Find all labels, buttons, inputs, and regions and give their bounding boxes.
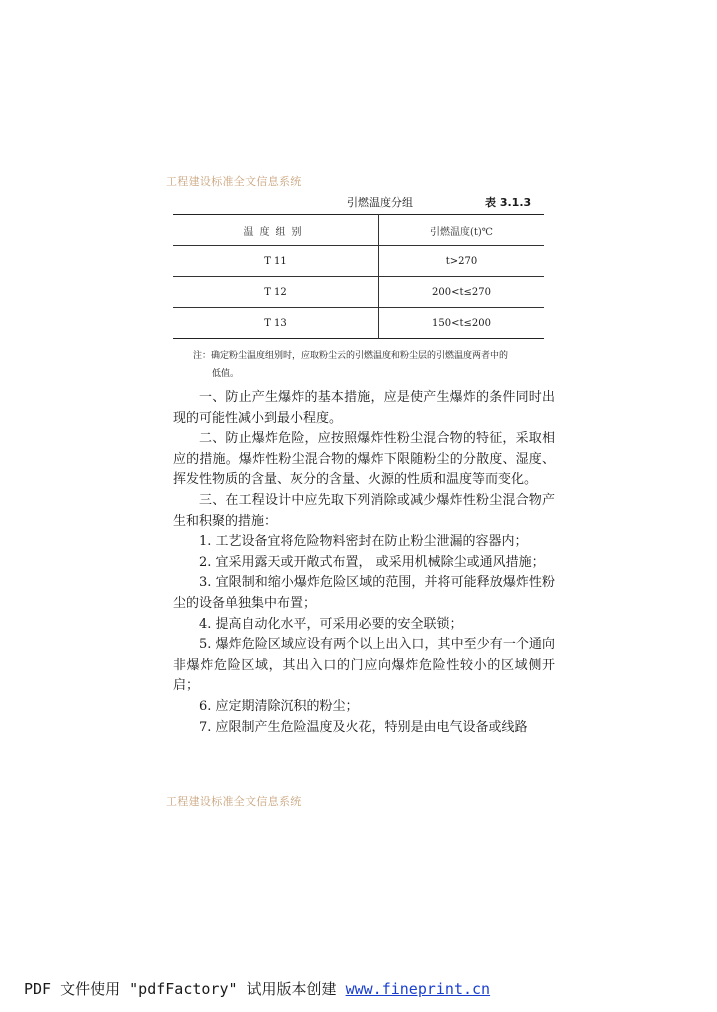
pdf-footer bbox=[24, 978, 490, 999]
footer-link[interactable]: www.fineprint.cn bbox=[345, 980, 491, 998]
note-line: 注：确定粉尘温度组别时，应取粉尘云的引燃温度和粉尘层的引燃温度两者中的 bbox=[193, 351, 509, 361]
body-text bbox=[173, 388, 555, 738]
table-cell: T 11 bbox=[173, 246, 379, 277]
list-item: 7. 应限制产生危险温度及火花，特别是由电气设备或线路 bbox=[199, 719, 528, 735]
list-item: 2. 宜采用露天或开敞式布置， 或采用机械除尘或通风措施； bbox=[199, 554, 545, 570]
header-ignition-temperature: 引燃温度(t)℃ bbox=[379, 215, 545, 246]
paragraph: 一、防止产生爆炸的基本措施，应是使产生爆炸的条件同时出现的可能性减小到最小程度。 bbox=[173, 390, 555, 426]
table-cell: T 13 bbox=[173, 308, 379, 339]
table-note bbox=[193, 347, 563, 383]
list-item: 3. 宜限制和缩小爆炸危险区域的范围，并将可能释放爆炸性粉尘的设备单独集中布置； bbox=[173, 575, 555, 611]
footer-text: PDF 文件使用 "pdfFactory" 试用版本创建 bbox=[24, 980, 346, 998]
table-row bbox=[173, 246, 544, 277]
list-item: 6. 应定期清除沉积的粉尘； bbox=[199, 698, 359, 714]
table-header-row bbox=[173, 215, 544, 246]
header-temperature-group: 温度组别 bbox=[173, 215, 379, 246]
table-cell: t>270 bbox=[379, 246, 545, 277]
table-row bbox=[173, 277, 544, 308]
watermark-bottom: 工程建设标准全文信息系统 bbox=[166, 795, 302, 808]
list-item: 5. 爆炸危险区域应设有两个以上出入口，其中至少有一个通向非爆炸危险区域，其出入口的门应向爆炸危险性较小的区域侧开启； bbox=[173, 637, 555, 694]
list-item: 4. 提高自动化水平，可采用必要的安全联锁； bbox=[199, 616, 463, 632]
table-cell: T 12 bbox=[173, 277, 379, 308]
paragraph: 二、防止爆炸危险，应按照爆炸性粉尘混合物的特征，采取相应的措施。爆炸性粉尘混合物的爆炸下限随粉尘的分散度、湿度、挥发性物质的含量、灰分的含量、火源的性质和温度等而变化。 bbox=[173, 431, 555, 488]
paragraph: 三、在工程设计中应先取下列消除或减少爆炸性粉尘混合物产生和积聚的措施： bbox=[173, 492, 555, 529]
list-item: 1. 工艺设备宜将危险物料密封在防止粉尘泄漏的容器内； bbox=[199, 534, 528, 550]
note-line: 低值。 bbox=[212, 369, 240, 379]
table-number: 表 3.1.3 bbox=[485, 196, 532, 209]
table-row bbox=[173, 308, 544, 339]
ignition-temperature-table bbox=[173, 214, 544, 339]
table-cell: 200<t≤270 bbox=[379, 277, 545, 308]
watermark-top: 工程建设标准全文信息系统 bbox=[166, 175, 302, 188]
table-title: 引燃温度分组 bbox=[347, 196, 413, 209]
table-cell: 150<t≤200 bbox=[432, 317, 491, 329]
